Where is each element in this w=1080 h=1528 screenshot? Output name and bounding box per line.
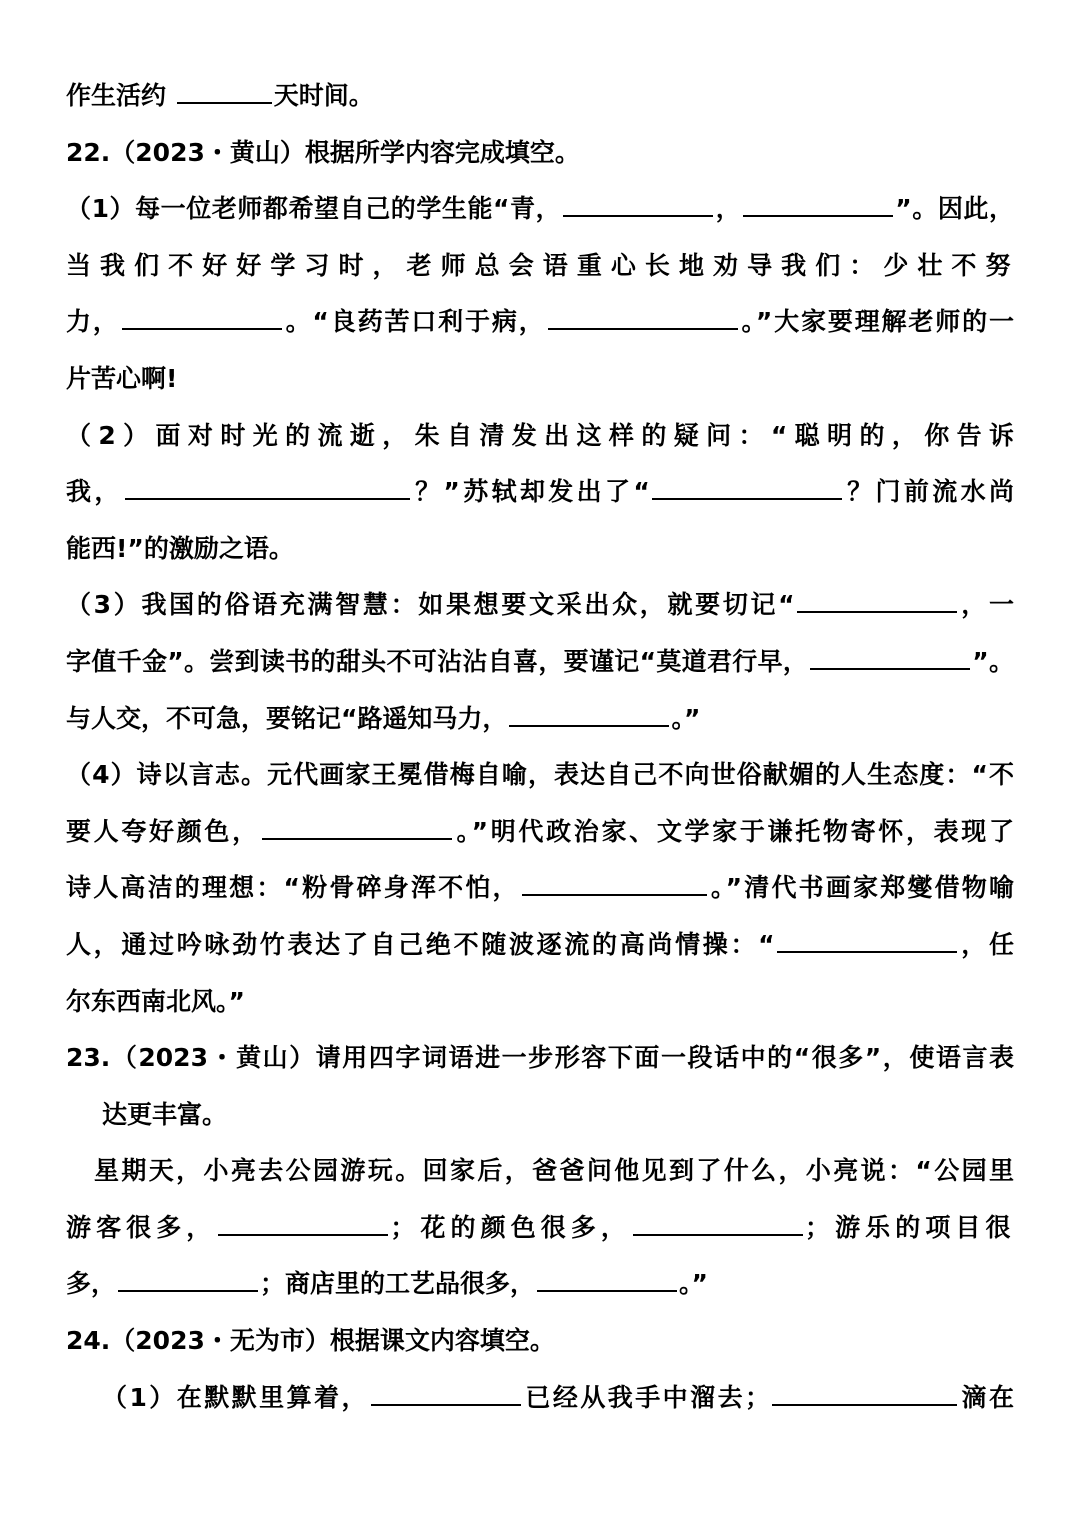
q22-part4-line2: 要人夸好颜色， 。”明代政治家、文学家于谦托物寄怀，表现了	[66, 816, 1014, 846]
answer-blank[interactable]	[743, 195, 893, 217]
question-23-heading: 23.（2023・黄山）请用四字词语进一步形容下面一段话中的“很多”，使语言表	[66, 1043, 1014, 1073]
answer-blank[interactable]	[797, 591, 957, 613]
q22-part1-line2: 当我们不好好学习时，老师总会语重心长地劝导我们：少壮不努	[66, 250, 1014, 280]
answer-blank[interactable]	[125, 478, 410, 500]
answer-blank[interactable]	[777, 931, 957, 953]
q22-part2-line1: （2）面对时光的流逝，朱自清发出这样的疑问：“聪明的，你告诉	[66, 420, 1014, 450]
answer-blank[interactable]	[509, 705, 669, 727]
question-23-heading-cont: 达更丰富。	[102, 1099, 228, 1129]
answer-blank[interactable]	[772, 1384, 957, 1406]
q23-passage-line3: 多， ；商店里的工艺品很多， 。”	[66, 1269, 708, 1299]
question-22-heading: 22.（2023・黄山）根据所学内容完成填空。	[66, 137, 580, 167]
line-continuation: 作生活约 天时间。	[66, 81, 374, 110]
question-24-heading: 24.（2023・无为市）根据课文内容填空。	[66, 1326, 555, 1356]
q22-part2-line3: 能西!”的激励之语。	[66, 533, 294, 563]
answer-blank[interactable]	[652, 478, 842, 500]
answer-blank[interactable]	[548, 308, 738, 330]
q22-part4-line1: （4）诗以言志。元代画家王冕借梅自喻，表达自己不向世俗献媚的人生态度：“不	[66, 760, 1014, 790]
q22-part4-line5: 尔东西南北风。”	[66, 986, 245, 1016]
answer-blank[interactable]	[262, 818, 452, 840]
q22-part1-line4: 片苦心啊!	[66, 363, 178, 393]
q22-part4-line3: 诗人高洁的理想：“粉骨碎身浑不怕， 。”清代书画家郑燮借物喻	[66, 873, 1014, 903]
answer-blank[interactable]	[633, 1214, 803, 1236]
answer-blank[interactable]	[371, 1384, 521, 1406]
q22-part2-line2: 我， ？”苏轼却发出了“ ？门前流水尚	[66, 477, 1014, 507]
q24-part1-line1: （1）在默默里算着， 已经从我手中溜去； 滴在	[102, 1382, 1014, 1412]
answer-blank[interactable]	[218, 1214, 388, 1236]
answer-blank[interactable]	[810, 648, 970, 670]
answer-blank[interactable]	[122, 308, 282, 330]
q22-part3-line3: 与人交，不可急，要铭记“路遥知马力， 。”	[66, 703, 701, 733]
q22-part1-line3: 力， 。“良药苦口利于病， 。”大家要理解老师的一	[66, 307, 1014, 337]
q22-part1-line1: （1）每一位老师都希望自己的学生能“青， ， ”。因此，	[66, 194, 1014, 224]
answer-blank[interactable]	[177, 82, 272, 104]
answer-blank[interactable]	[563, 195, 713, 217]
answer-blank[interactable]	[522, 874, 707, 896]
answer-blank[interactable]	[537, 1270, 677, 1292]
q22-part3-line2: 字值千金”。尝到读书的甜头不可沾沾自喜，要谨记“莫道君行早， ”。	[66, 646, 1014, 676]
q22-part3-line1: （3）我国的俗语充满智慧：如果想要文采出众，就要切记“ ，一	[66, 590, 1014, 620]
q23-passage-line1: 星期天，小亮去公园游玩。回家后，爸爸问他见到了什么，小亮说：“公园里	[94, 1156, 1014, 1186]
q22-part4-line4: 人，通过吟咏劲竹表达了自己绝不随波逐流的高尚情操：“ ，任	[66, 929, 1014, 959]
answer-blank[interactable]	[118, 1270, 258, 1292]
q23-passage-line2: 游客很多， ；花的颜色很多， ；游乐的项目很	[66, 1212, 1014, 1242]
